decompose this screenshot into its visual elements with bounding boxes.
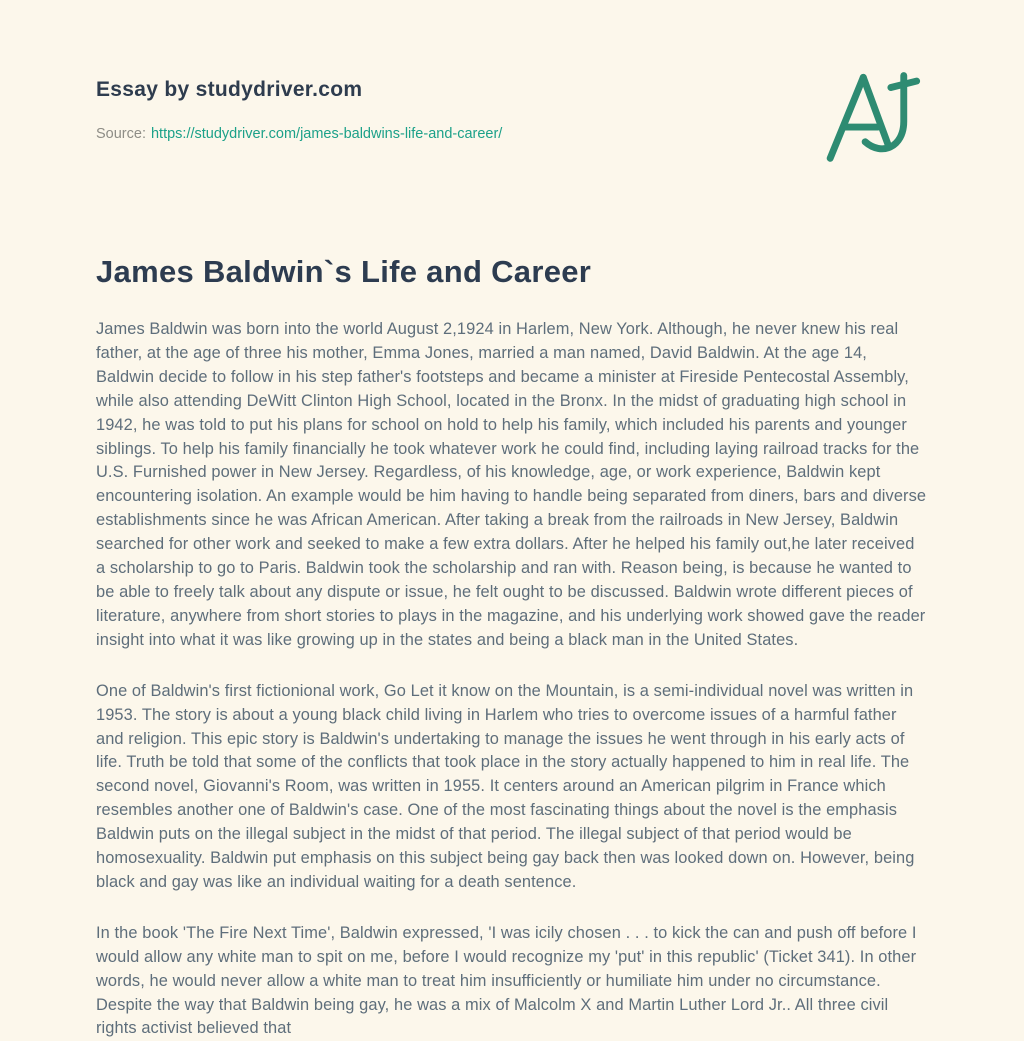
document-header (96, 78, 928, 142)
page-title: James Baldwin`s Life and Career (96, 254, 592, 289)
aj-monogram-icon (821, 70, 935, 162)
source-label: Source: (96, 126, 146, 142)
source-line (96, 126, 928, 142)
essay-paragraph-1: James Baldwin was born into the world August 2,1924 in Harlem, New York. Although, he never knew his real father, at the age of three his mother, Emma Jones, married a man named, David Baldwin. At the age 14, Baldwin decide to follow in his step father's footsteps and became a minister at Fireside Pentecostal Assembly, while also attending DeWitt Clinton High School, located in the Bronx. In the midst of graduating high school in 1942, he was told to put his plans for school on hold to help his family, which included his parents and younger siblings. To help his family financially he took whatever work he could find, including laying railroad tracks for the U.S. Furnished power in New Jersey. Regardless, of his knowledge, age, or work experience, Baldwin kept encountering isolation. An example would be him having to handle being separated from diners, bars and diverse establishments since he was African American. After taking a break from the railroads in New Jersey, Baldwin searched for other work and seeked to make a few extra dollars. After he helped his family out,he later received a scholarship to go to Paris. Baldwin took the scholarship and ran with. Reason being, is because he wanted to be able to freely talk about any dispute or issue, he felt ought to be discussed. Baldwin wrote different pieces of literature, anywhere from short stories to plays in the magazine, and his underlying work showed gave the reader insight into what it was like growing up in the states and being a black man in the United States. (96, 320, 927, 649)
studydriver-logo (821, 70, 935, 162)
essay-byline: Essay by studydriver.com (96, 78, 363, 101)
essay-paragraph-2: One of Baldwin's first fictionional work, Go Let it know on the Mountain, is a semi-individual novel was written in 1953. The story is about a young black child living in Harlem who tries to overcome issues of a harmful father and religion. This epic story is Baldwin's undertaking to manage the issues he went through in his early acts of life. Truth be told that some of the conflicts that took place in the story actually happened to him in real life. The second novel, Giovanni's Room, was written in 1955. It centers around an American pilgrim in France which resembles another one of Baldwin's case. One of the most fascinating things about the novel is the emphasis Baldwin puts on the illegal subject in the midst of that period. The illegal subject of that period would be homosexuality. Baldwin put emphasis on this subject being gay back then was looked down on. However, being black and gay was like an individual waiting for a death sentence. (96, 681, 915, 891)
source-link[interactable]: https://studydriver.com/james-baldwins-life-and-career/ (150, 126, 503, 142)
essay-paragraph-3: In the book 'The Fire Next Time', Baldwin expressed, 'I was icily chosen . . . to kick the can and push off before I would allow any white man to spit on me, before I would recognize my 'put' in this republic' (Ticket 341). In other words, he would never allow a white man to treat him insufficiently or humiliate him under no circumstance. Despite the way that Baldwin being gay, he was a mix of Malcolm X and Martin Luther Lord Jr.. All three civil rights activist believed that (96, 923, 917, 1038)
essay-body (96, 318, 928, 1041)
